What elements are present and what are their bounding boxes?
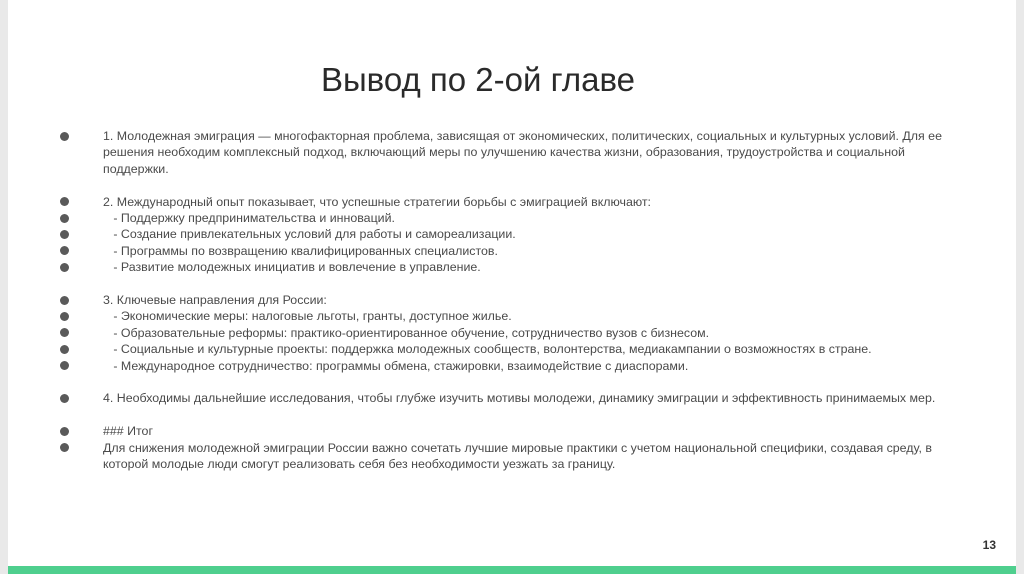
list-item-text: - Создание привлекательных условий для работы и самореализации. [103, 227, 516, 242]
list-item [60, 341, 960, 357]
list-item [60, 423, 960, 439]
circle-bullet-icon [60, 312, 69, 321]
list-item [60, 259, 960, 275]
list-item-text: - Социальные и культурные проекты: поддержка молодежных сообществ, волонтерства, медиакампании о возможностях в стране. [103, 342, 872, 357]
circle-bullet-icon [60, 197, 69, 206]
list-item-text: 2. Международный опыт показывает, что успешные стратегии борьбы с эмиграцией включают: [103, 194, 651, 209]
slide-content [60, 128, 960, 472]
list-item-text: - Экономические меры: налоговые льготы, гранты, доступное жилье. [103, 309, 512, 324]
summary-heading: ### Итог [103, 424, 153, 439]
circle-bullet-icon [60, 361, 69, 370]
conclusion-block-1 [60, 128, 960, 177]
list-item-text: 3. Ключевые направления для России: [103, 293, 327, 308]
summary-block [60, 423, 960, 472]
list-item [60, 308, 960, 324]
circle-bullet-icon [60, 443, 69, 452]
circle-bullet-icon [60, 263, 69, 272]
list-item-text: - Поддержку предпринимательства и инноваций. [103, 211, 395, 226]
circle-bullet-icon [60, 345, 69, 354]
summary-text: Для снижения молодежной эмиграции России важно сочетать лучшие мировые практики с учетом национальной специфики, создавая среду, в которой молодые люди смогут реализовать себя без необходимости уезжать за границу. [103, 440, 932, 472]
list-item [60, 292, 960, 308]
list-item-text: 1. Молодежная эмиграция — многофакторная проблема, зависящая от экономических, политических, социальных и культурных условий. Для ее решения необходим комплексный подход, включающий меры по улучшению качества жизни, образования, трудоустройства и социальной поддержки. [103, 129, 942, 176]
spacer [60, 374, 960, 390]
slide [8, 0, 1016, 574]
footer-accent-bar [8, 566, 1016, 574]
conclusion-block-2 [60, 194, 960, 276]
circle-bullet-icon [60, 132, 69, 141]
list-item [60, 226, 960, 242]
circle-bullet-icon [60, 328, 69, 337]
page-number: 13 [982, 538, 996, 552]
list-item [60, 390, 960, 406]
list-item [60, 194, 960, 210]
spacer [60, 177, 960, 193]
list-item-text: - Образовательные реформы: практико-ориентированное обучение, сотрудничество вузов с бизнесом. [103, 325, 710, 340]
circle-bullet-icon [60, 394, 69, 403]
conclusion-block-4 [60, 390, 960, 406]
list-item-text: - Международное сотрудничество: программы обмена, стажировки, взаимодействие с диаспорами. [103, 358, 689, 373]
circle-bullet-icon [60, 230, 69, 239]
list-item [60, 440, 960, 473]
list-item-text: - Программы по возвращению квалифицированных специалистов. [103, 243, 498, 258]
circle-bullet-icon [60, 214, 69, 223]
list-item [60, 243, 960, 259]
slide-title: Вывод по 2-ой главе [320, 61, 636, 98]
circle-bullet-icon [60, 246, 69, 255]
list-item [60, 358, 960, 374]
circle-bullet-icon [60, 296, 69, 305]
list-item-text: 4. Необходимы дальнейшие исследования, чтобы глубже изучить мотивы молодежи, динамику эмиграции и эффективность принимаемых мер. [103, 391, 936, 406]
circle-bullet-icon [60, 427, 69, 436]
list-item [60, 325, 960, 341]
list-item-text: - Развитие молодежных инициатив и вовлечение в управление. [103, 260, 481, 275]
spacer [60, 276, 960, 292]
conclusion-block-3 [60, 292, 960, 374]
list-item [60, 128, 960, 177]
spacer [60, 407, 960, 423]
list-item [60, 210, 960, 226]
